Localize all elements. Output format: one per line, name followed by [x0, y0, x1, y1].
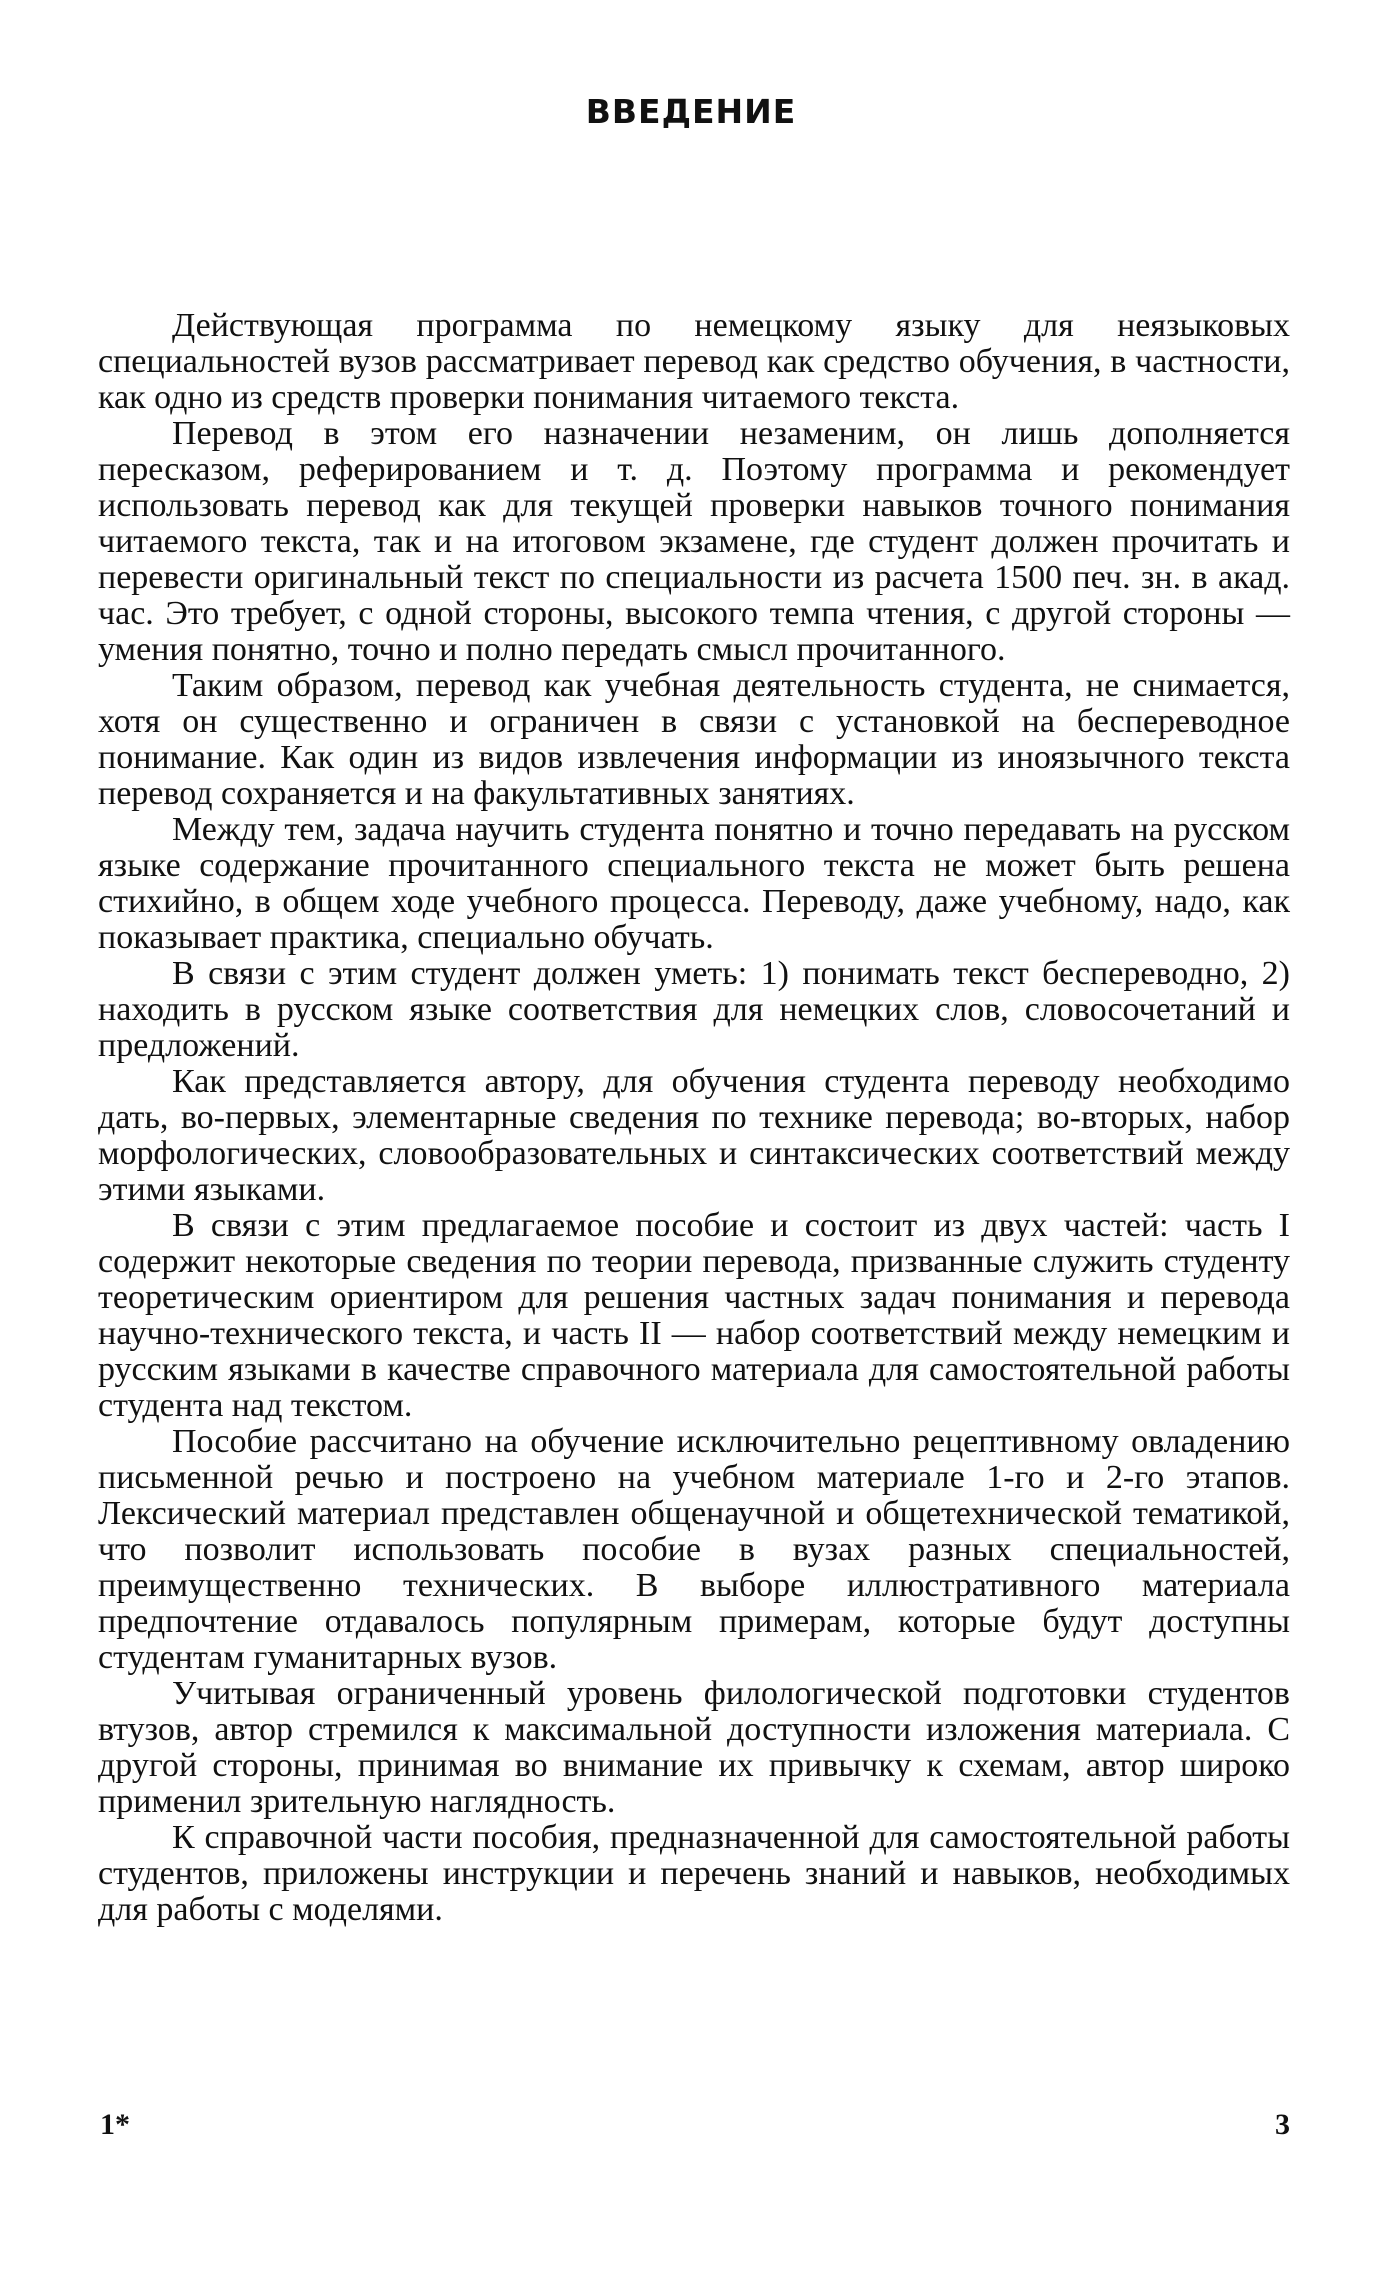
paragraph: Перевод в этом его назначении незаменим, он лишь дополняется пересказом, реферированием и т. д. Поэтому программа и рекомендует использовать перевод как для текущей проверки навыков точного понимания читаемого текста, так и на итоговом экзамене, где студент должен прочитать и перевести оригинальный текст по специальности из расчета 1500 печ. зн. в акад. час. Это требует, с одной стороны, высокого темпа чтения, с другой стороны — умения понятно, точно и полно передать смысл прочитанного. [98, 415, 1290, 668]
paragraph: К справочной части пособия, предназначенной для самостоятельной работы студентов, приложены инструкции и перечень знаний и навыков, необходимых для работы с моделями. [98, 1819, 1290, 1928]
page-number: 3 [1275, 2108, 1290, 2141]
printer-signature: 1* [100, 2108, 130, 2141]
paragraph: В связи с этим предлагаемое пособие и состоит из двух частей: часть I содержит некоторые сведения по теории перевода, призванные служить студенту теоретическим ориентиром для решения частных задач понимания и перевода научно-технического текста, и часть II — набор соответствий между немецким и русским языками в качестве справочного материала для самостоятельной работы студента над текстом. [98, 1207, 1290, 1424]
paragraph: Пособие рассчитано на обучение исключительно рецептивному овладению письменной речью и построено на учебном материале 1-го и 2-го этапов. Лексический материал представлен общенаучной и общетехнической тематикой, что позволит использовать пособие в вузах разных специальностей, преимущественно технических. В выборе иллюстративного материала предпочтение отдавалось популярным примерам, которые будут доступны студентам гуманитарных вузов. [98, 1423, 1290, 1676]
paragraph: Действующая программа по немецкому языку для неязыковых специальностей вузов рассматривает перевод как средство обучения, в частности, как одно из средств проверки понимания читаемого текста. [98, 307, 1290, 416]
paragraph: В связи с этим студент должен уметь: 1) понимать текст беспереводно, 2) находить в русском языке соответствия для немецких слов, словосочетаний и предложений. [98, 955, 1290, 1064]
paragraph: Таким образом, перевод как учебная деятельность студента, не снимается, хотя он существенно и ограничен в связи с установкой на беспереводное понимание. Как один из видов извлечения информации из иноязычного текста перевод сохраняется и на факультативных занятиях. [98, 667, 1290, 812]
paragraph: Учитывая ограниченный уровень филологической подготовки студентов втузов, автор стремился к максимальной доступности изложения материала. С другой стороны, принимая во внимание их привычку к схемам, автор широко применил зрительную наглядность. [98, 1675, 1290, 1820]
paragraph: Как представляется автору, для обучения студента переводу необходимо дать, во-первых, элементарные сведения по технике перевода; во-вторых, набор морфологических, словообразовательных и синтаксических соответствий между этими языками. [98, 1063, 1290, 1208]
body-text [98, 308, 1290, 1928]
page-title: ВВЕДЕНИЕ [585, 92, 797, 131]
paragraph: Между тем, задача научить студента понятно и точно передавать на русском языке содержание прочитанного специального текста не может быть решена стихийно, в общем ходе учебного процесса. Переводу, даже учебному, надо, как показывает практика, специально обучать. [98, 811, 1290, 956]
